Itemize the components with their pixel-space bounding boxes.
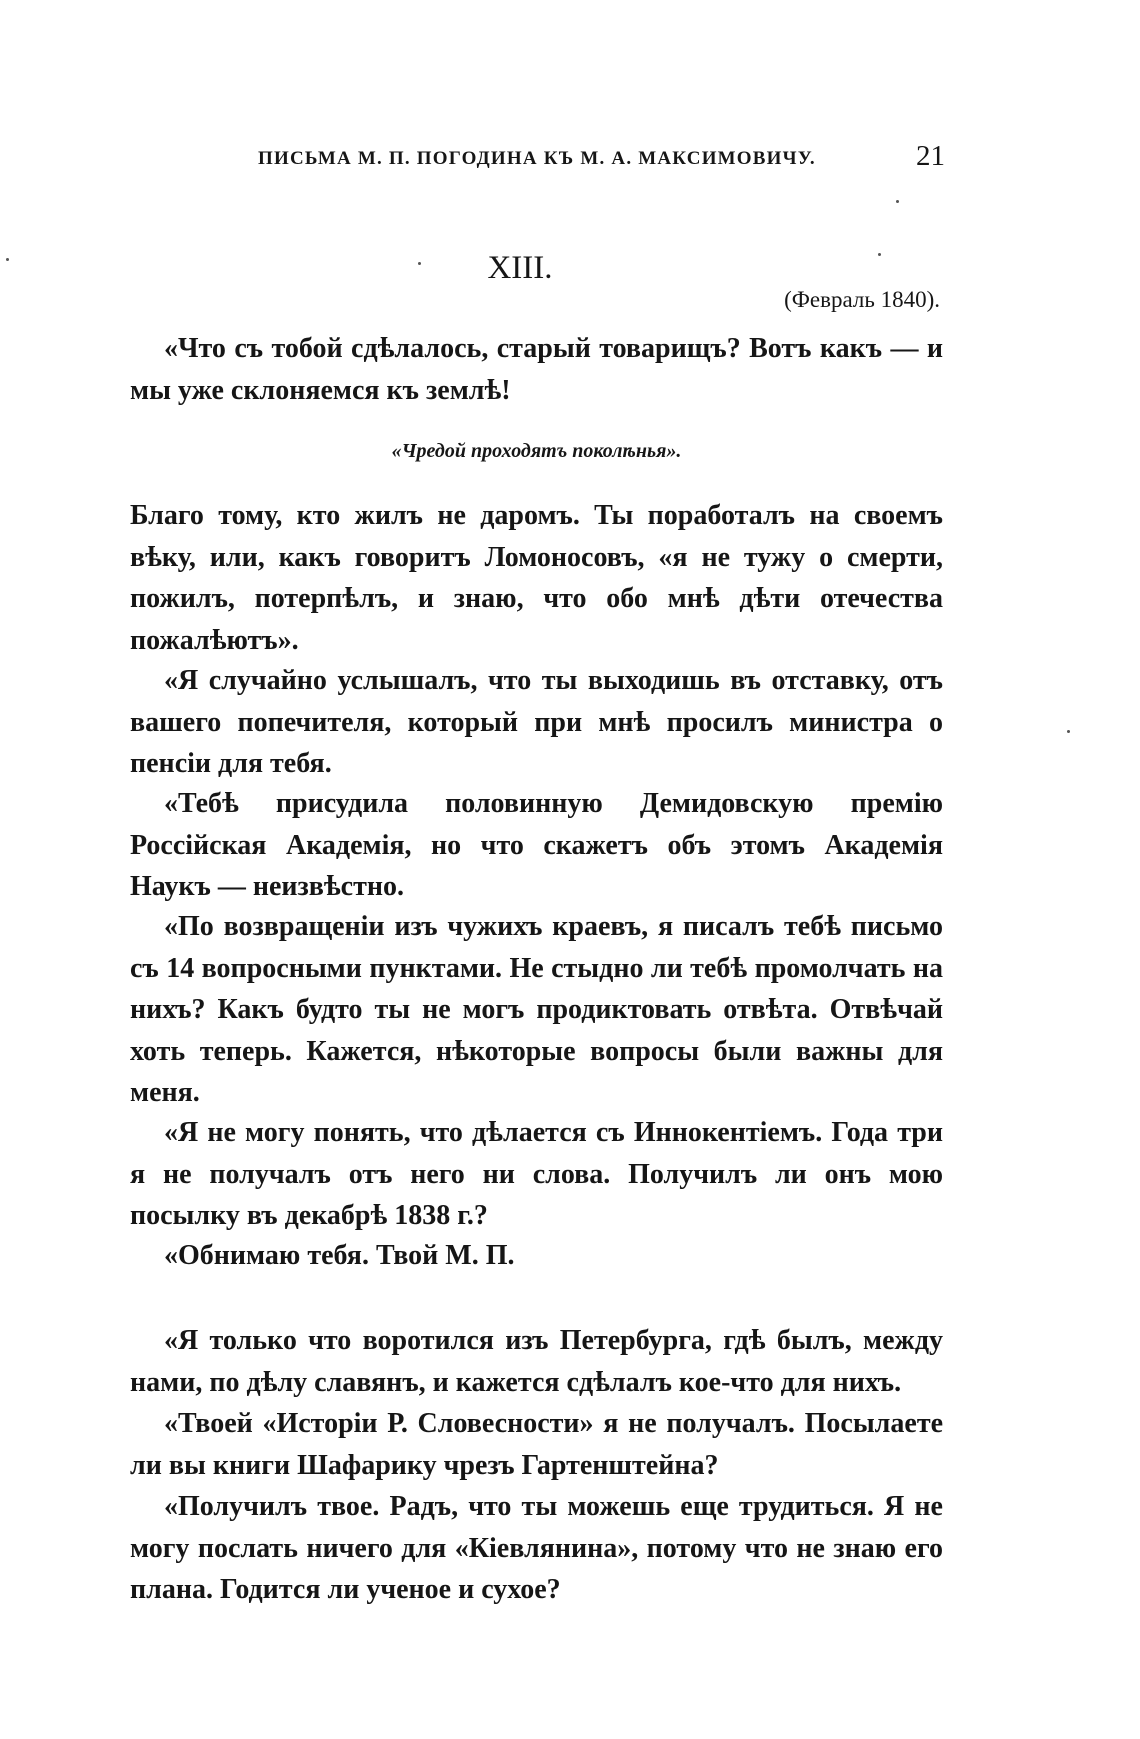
epigraph: «Чредой проходятъ поколѣнья». [391, 440, 682, 462]
print-speck [6, 258, 9, 261]
paragraph-1: Благо тому, кто жилъ не даромъ. Ты поработалъ на своемъ вѣку, или, какъ говоритъ Ломоносовъ, «я не тужу о смерти, пожилъ, потерпѣлъ, и знаю, что обо мнѣ дѣти отечества пожалѣютъ». [130, 500, 943, 656]
running-title: ПИСЬМА М. П. ПОГОДИНА КЪ М. А. МАКСИМОВИЧУ. [258, 148, 816, 169]
postscript-1: «Я только что воротился изъ Петербурга, гдѣ былъ, между нами, по дѣлу славянъ, и кажется сдѣлалъ кое-что для нихъ. [130, 1325, 943, 1398]
postscript-2: «Твоей «Исторіи Р. Словесности» я не получалъ. Посылаете ли вы книги Шафарику чрезъ Гартенштейна? [130, 1408, 943, 1481]
running-head [130, 140, 945, 180]
paragraph-4: «По возвращеніи изъ чужихъ краевъ, я писалъ тебѣ письмо съ 14 вопросными пунктами. Не стыдно ли тебѣ промолчать на нихъ? Какъ будто ты не могъ продиктовать отвѣта. Отвѣчай хоть теперь. Кажется, нѣкоторые вопросы были важны для меня. [130, 911, 943, 1108]
opening-paragraph: «Что съ тобой сдѣлалось, старый товарищъ? Вотъ какъ — и мы уже склоняемся къ землѣ! [130, 333, 943, 406]
letter-date: (Февраль 1840). [784, 287, 940, 312]
paragraph-5: «Я не могу понять, что дѣлается съ Иннокентіемъ. Года три я не получалъ отъ него ни слова. Получилъ ли онъ мою посылку въ декабрѣ 1838 г.? [130, 1117, 943, 1231]
letter-number: XIII. [487, 250, 553, 286]
postscript-3: «Получилъ твое. Радъ, что ты можешь еще трудиться. Я не могу послать ничего для «Кіевлянина», потому что не знаю его плана. Годится ли ученое и сухое? [130, 1491, 943, 1605]
print-speck [1067, 730, 1070, 733]
print-speck [878, 253, 881, 256]
paragraph-2: «Я случайно услышалъ, что ты выходишь въ отставку, отъ вашего попечителя, который при мнѣ просилъ министра о пенсіи для тебя. [130, 665, 943, 779]
paragraph-3: «Тебѣ присудила половинную Демидовскую премію Россійская Академія, но что скажетъ объ этомъ Академія Наукъ — неизвѣстно. [130, 788, 943, 902]
signature-line: «Обнимаю тебя. Твой М. П. [164, 1240, 515, 1271]
print-speck [418, 262, 421, 265]
print-speck [896, 200, 899, 203]
page-number: 21 [916, 140, 945, 172]
